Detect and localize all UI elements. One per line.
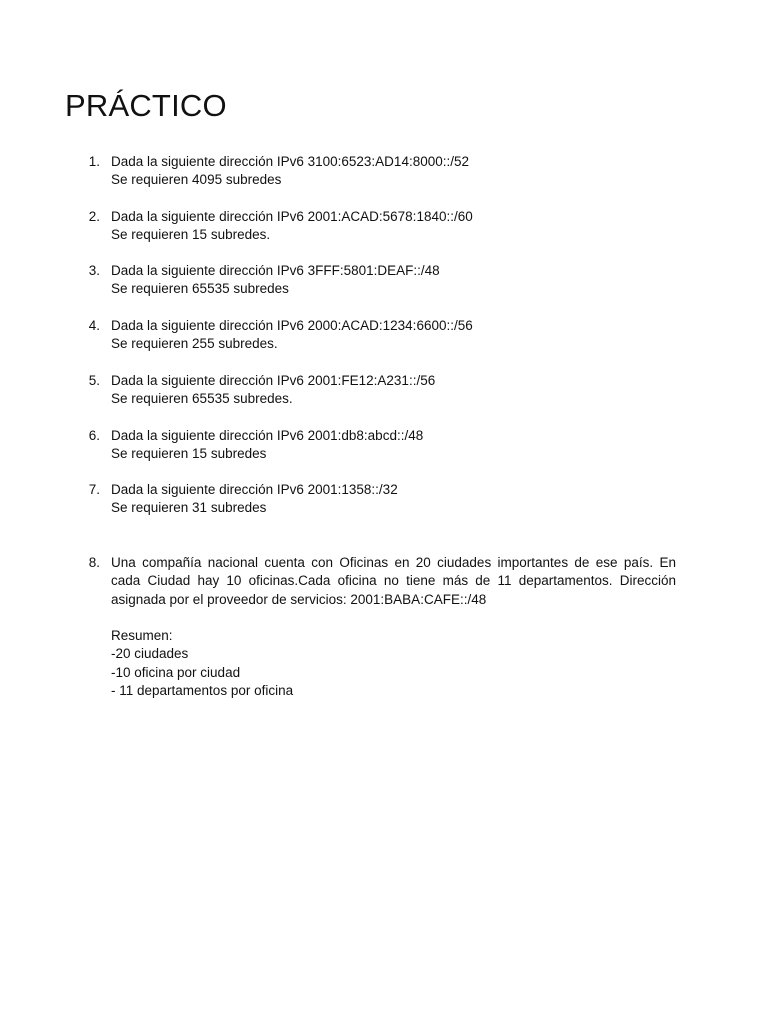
exercise-number: 3. xyxy=(88,263,100,278)
paragraph-line: asignada por el proveedor de servicios: 2001:BABA:CAFE::/48 xyxy=(111,591,487,607)
exercise-number: 8. xyxy=(88,555,100,570)
exercise-requirement: Se requieren 65535 subredes. xyxy=(111,391,293,407)
exercise-statement: Dada la siguiente dirección IPv6 2001:1358::/32 xyxy=(111,482,398,497)
exercise-number: 2. xyxy=(88,209,100,224)
summary-block xyxy=(111,627,293,700)
summary-item: -10 oficina por ciudad xyxy=(111,664,241,680)
exercise-statement: Dada la siguiente dirección IPv6 2001:db8:abcd::/48 xyxy=(111,428,424,443)
exercise-statement: Dada la siguiente dirección IPv6 2001:FE12:A231::/56 xyxy=(111,373,436,388)
paragraph-line: cada Ciudad hay 10 oficinas.Cada oficina no tiene más de 11 departamentos. Dirección xyxy=(111,573,676,589)
summary-item: - 11 departamentos por oficina xyxy=(111,682,294,698)
exercise-number: 1. xyxy=(88,154,100,169)
exercise-requirement: Se requieren 15 subredes. xyxy=(111,227,271,243)
exercise-statement: Dada la siguiente dirección IPv6 3FFF:5801:DEAF::/48 xyxy=(111,263,440,278)
exercise-number: 5. xyxy=(88,373,100,388)
summary-item: -20 ciudades xyxy=(111,646,189,662)
exercise-requirement: Se requieren 65535 subredes xyxy=(111,281,289,297)
exercise-requirement: Se requieren 31 subredes xyxy=(111,500,267,516)
exercise-number: 4. xyxy=(88,318,100,333)
paragraph-line: Una compañía nacional cuenta con Oficinas en 20 ciudades importantes de ese país. En xyxy=(111,555,676,570)
exercise-statement: Dada la siguiente dirección IPv6 2001:ACAD:5678:1840::/60 xyxy=(111,209,473,224)
exercise-statement: Dada la siguiente dirección IPv6 3100:6523:AD14:8000::/52 xyxy=(111,154,470,169)
exercise-8-paragraph xyxy=(111,554,676,609)
exercise-statement: Dada la siguiente dirección IPv6 2000:ACAD:1234:6600::/56 xyxy=(111,318,473,333)
summary-heading: Resumen: xyxy=(111,628,173,643)
exercise-requirement: Se requieren 255 subredes. xyxy=(111,336,278,352)
exercise-number: 6. xyxy=(88,428,100,443)
exercise-requirement: Se requieren 15 subredes xyxy=(111,446,267,462)
exercise-number: 7. xyxy=(88,482,100,497)
exercise-requirement: Se requieren 4095 subredes xyxy=(111,172,282,188)
page-title: PRÁCTICO xyxy=(65,88,227,123)
